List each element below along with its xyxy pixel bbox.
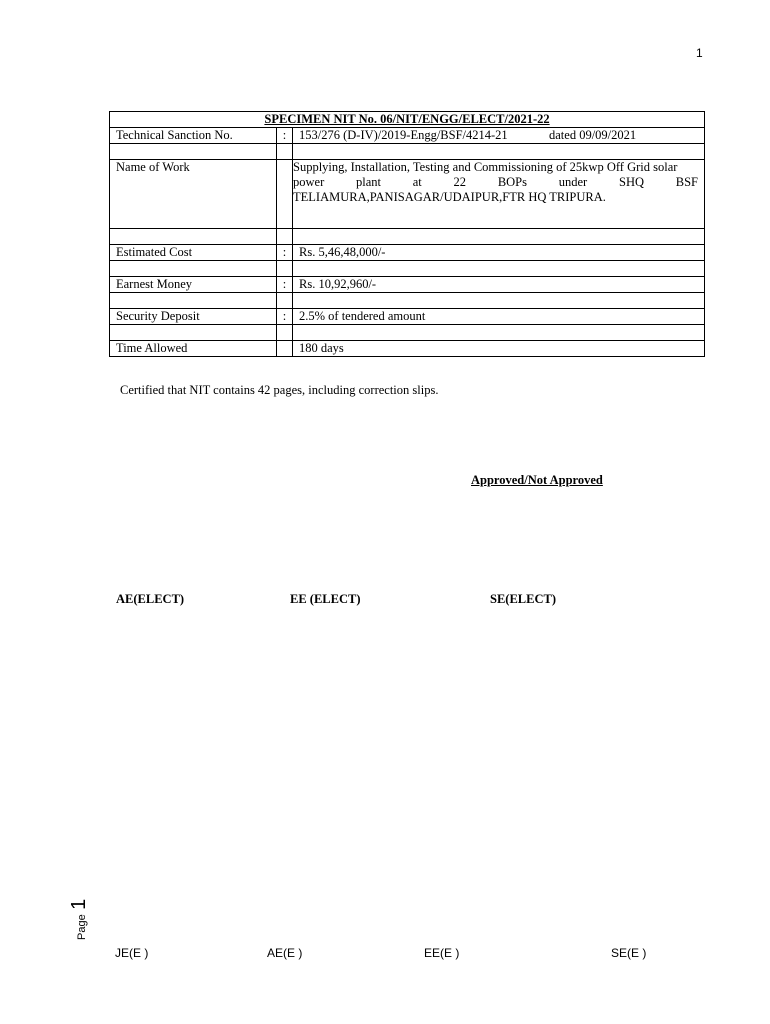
side-page-mark xyxy=(68,899,91,940)
separator: : xyxy=(277,128,293,144)
page-number: 1 xyxy=(696,46,703,60)
security-deposit-label: Security Deposit xyxy=(110,309,277,325)
work-line-1: Supplying, Installation, Testing and Commissioning of 25kwp Off Grid solar xyxy=(293,160,678,174)
signatory-ae-elect: AE(ELECT) xyxy=(116,592,185,606)
nit-title: SPECIMEN NIT No. 06/NIT/ENGG/ELECT/2021-22 xyxy=(110,112,705,128)
estimated-cost-value: Rs. 5,46,48,000/- xyxy=(293,245,705,261)
name-of-work-label: Name of Work xyxy=(110,160,277,229)
certified-statement: Certified that NIT contains 42 pages, including correction slips. xyxy=(120,383,439,397)
time-allowed-label: Time Allowed xyxy=(110,341,277,357)
estimated-cost-label: Estimated Cost xyxy=(110,245,277,261)
page-mark-number: 1 xyxy=(68,898,90,910)
separator: : xyxy=(277,245,293,261)
signatory-ee-elect: EE (ELECT) xyxy=(290,592,361,606)
earnest-money-label: Earnest Money xyxy=(110,277,277,293)
work-line-3: TELIAMURA,PANISAGAR/UDAIPUR,FTR HQ TRIPURA. xyxy=(293,190,606,204)
separator: : xyxy=(277,309,293,325)
sanction-date: dated 09/09/2021 xyxy=(549,128,637,142)
name-of-work-value xyxy=(293,160,705,229)
footer-signatory-ae: AE(E ) xyxy=(267,946,303,960)
footer-signatory-ee: EE(E ) xyxy=(424,946,460,960)
work-line-2: power plant at 22 BOPs under SHQ BSF xyxy=(293,175,699,189)
time-allowed-value: 180 days xyxy=(293,341,705,357)
separator: : xyxy=(277,277,293,293)
footer-signatory-je: JE(E ) xyxy=(115,946,149,960)
security-deposit-value: 2.5% of tendered amount xyxy=(293,309,705,325)
page-word: Page xyxy=(76,914,88,940)
technical-sanction-value xyxy=(293,128,705,144)
sanction-number: 153/276 (D-IV)/2019-Engg/BSF/4214-21 xyxy=(299,128,508,142)
approval-status: Approved/Not Approved xyxy=(471,473,603,487)
earnest-money-value: Rs. 10,92,960/- xyxy=(293,277,705,293)
nit-details-table xyxy=(109,111,705,357)
signatory-se-elect: SE(ELECT) xyxy=(490,592,556,606)
technical-sanction-label: Technical Sanction No. xyxy=(110,128,277,144)
footer-signatory-se: SE(E ) xyxy=(611,946,647,960)
